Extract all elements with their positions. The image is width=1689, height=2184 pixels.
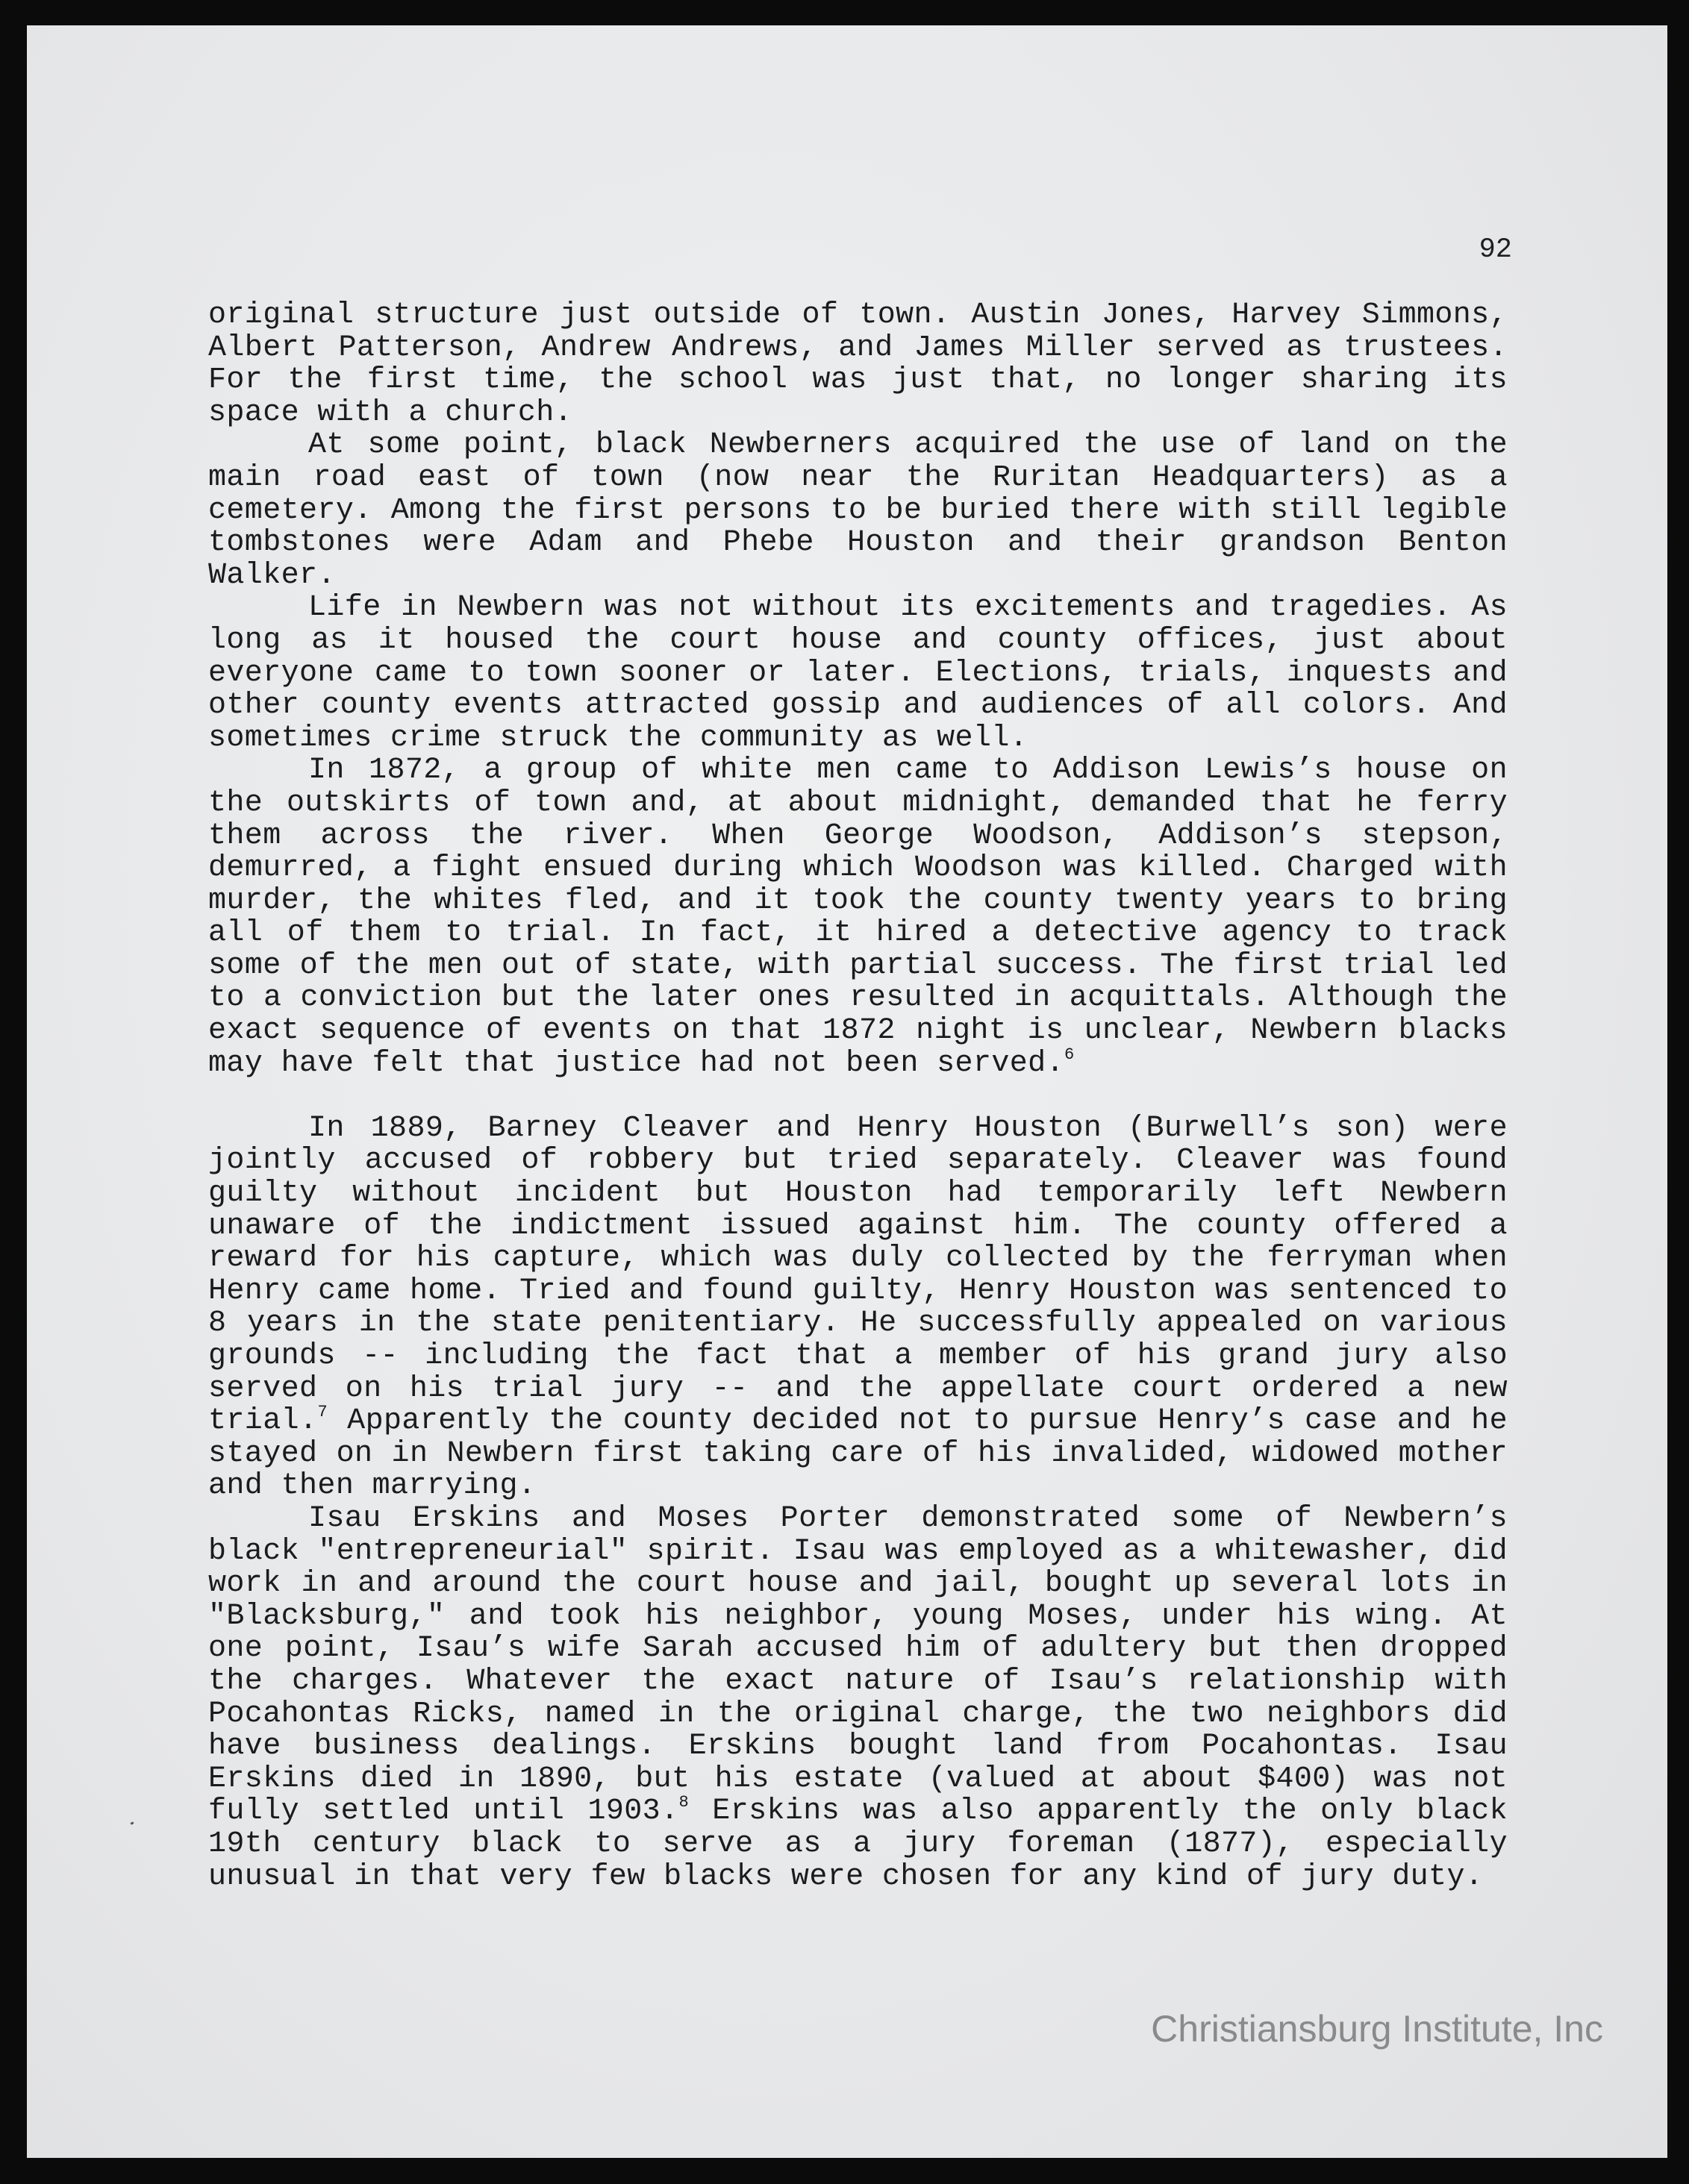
paragraph-text-continued: Erskins was also apparently the only black 19th century black to serve as a jury foreman (1877), especially unusual in that very few blacks were chosen for any kind of jury duty. [208, 1795, 1508, 1894]
paragraph-text-continued: Apparently the county decided not to pursue Henry’s case and he stayed on in Newbern first taking care of his invalided, widowed mother and then marrying. [208, 1404, 1508, 1504]
paragraph-text: At some point, black Newberners acquired the use of land on the main road east of town (now near the Ruritan Headquarters) as a cemetery. Among the first persons to be buried there with still legible tombstones were Adam and Phebe Houston and their grandson Benton Walker. [208, 428, 1508, 592]
watermark: Christiansburg Institute, Inc [1151, 2008, 1603, 2050]
paragraph-text: original structure just outside of town. Austin Jones, Harvey Simmons, Albert Patterson, Andrew Andrews, and James Miller served as trustees. For the first time, the school was just that, no longer sharing its space with a church. [208, 298, 1508, 430]
paragraph-school-trustees [208, 299, 1508, 429]
paragraph-life-in-newbern [208, 592, 1508, 754]
footnote-marker: 7 [317, 1403, 328, 1422]
paragraph-isau-erskins [208, 1503, 1508, 1893]
stray-mark [131, 1821, 134, 1825]
paragraph-1889-robbery [208, 1113, 1508, 1503]
footnote-marker: 6 [1064, 1045, 1075, 1064]
paragraph-text: Life in Newbern was not without its excitements and tragedies. As long as it housed the court house and county offices, just about everyone came to town sooner or later. Elections, trials, inquests and other county events attracted gossip and audiences of all colors. And sometimes crime struck the community as well. [208, 591, 1508, 755]
paragraph-1872-incident [208, 754, 1508, 1080]
body-text [208, 299, 1508, 1893]
paragraph-cemetery [208, 429, 1508, 592]
page-number: 92 [1479, 234, 1512, 266]
paragraph-text: In 1872, a group of white men came to Addison Lewis’s house on the outskirts of town and, at about midnight, demanded that he ferry them across the river. When George Woodson, Addison’s stepson, demurred, a fight ensued during which Woodson was killed. Charged with murder, the whites fled, and it took the county twenty years to bring all of them to trial. In fact, it hired a detective agency to track some of the men out of state, with partial success. The first trial led to a conviction but the later ones resulted in acquittals. Although the exact sequence of events on that 1872 night is unclear, Newbern blacks may have felt that justice had not been served. [208, 754, 1508, 1080]
paragraph-text: In 1889, Barney Cleaver and Henry Houston (Burwell’s son) were jointly accused of robbery but tried separately. Cleaver was found guilty without incident but Houston had temporarily left Newbern unaware of the indictment issued against him. The county offered a reward for his capture, which was duly collected by the ferryman when Henry came home. Tried and found guilty, Henry Houston was sentenced to 8 years in the state penitentiary. He successfully appealed on various grounds -- including the fact that a member of his grand jury also served on his trial jury -- and the appellate court ordered a new trial. [208, 1111, 1508, 1439]
document-page [27, 25, 1667, 2158]
paragraph-text: Isau Erskins and Moses Porter demonstrated some of Newbern’s black "entrepreneurial" spirit. Isau was employed as a whitewasher, did work in and around the court house and jail, bought up several lots in "Blacksburg," and took his neighbor, young Moses, under his wing. At one point, Isau’s wife Sarah accused him of adultery but then dropped the charges. Whatever the exact nature of Isau’s relationship with Pocahontas Ricks, named in the original charge, the two neighbors did have business dealings. Erskins bought land from Pocahontas. Isau Erskins died in 1890, but his estate (valued at about $400) was not fully settled until 1903. [208, 1501, 1508, 1829]
footnote-marker: 8 [678, 1793, 690, 1812]
